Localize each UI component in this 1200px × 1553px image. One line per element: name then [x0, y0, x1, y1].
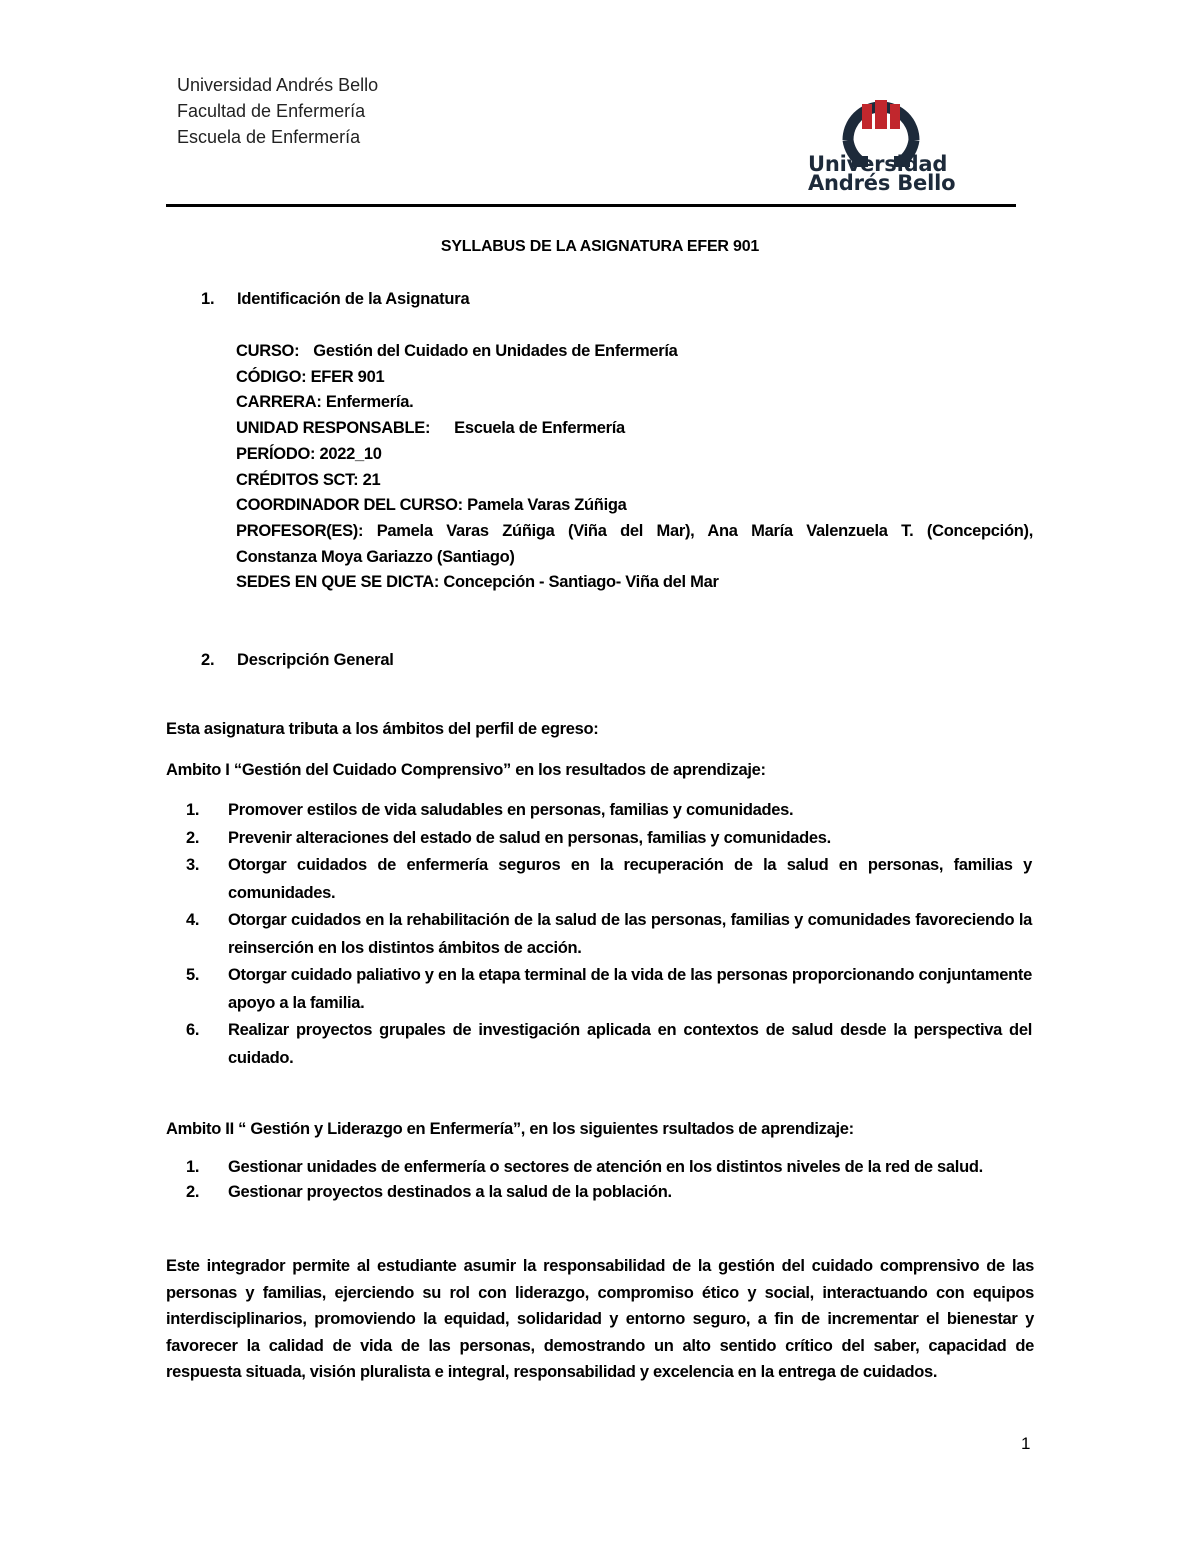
school-name: Escuela de Enfermería	[177, 127, 361, 147]
unidad-label: UNIDAD RESPONSABLE:	[236, 419, 431, 438]
coordinador-row: COORDINADOR DEL CURSO: Pamela Varas Zúñiga	[236, 496, 627, 515]
logo-line-2: Andrés Bello	[808, 171, 956, 195]
section-title: Descripción General	[237, 651, 394, 669]
logo-line-1: Universidad	[808, 152, 948, 176]
profesores-row-2: Constanza Moya Gariazzo (Santiago)	[236, 547, 515, 566]
page-number: 1	[1021, 1434, 1031, 1453]
unidad-value: Escuela de Enfermería	[454, 419, 625, 438]
university-name: Universidad Andrés Bello	[177, 75, 379, 95]
list-item: 5. Otorgar cuidado paliativo y en la etapa terminal de la vida de las personas proporcionando conjuntamente apoyo a la familia.	[186, 966, 1032, 1012]
faculty-name: Facultad de Enfermería	[177, 101, 366, 121]
ambito-2-list	[166, 1155, 1032, 1205]
sedes-row: SEDES EN QUE SE DICTA: Concepción - Santiago- Viña del Mar	[236, 573, 719, 592]
section-title: Identificación de la Asignatura	[237, 290, 470, 308]
list-item: 1. Gestionar unidades de enfermería o sectores de atención en los distintos niveles de la red de salud.	[186, 1158, 983, 1176]
profesores-row-1: PROFESOR(ES): Pamela Varas Zúñiga (Viña del Mar), Ana María Valenzuela T. (Concepción),	[236, 521, 1033, 540]
list-item: 1. Promover estilos de vida saludables en personas, familias y comunidades.	[186, 801, 794, 819]
section-number: 1.	[201, 290, 215, 308]
curso-value: Gestión del Cuidado en Unidades de Enfermería	[313, 342, 678, 360]
periodo-row: PERÍODO: 2022_10	[236, 444, 382, 463]
logo-wordmark	[808, 152, 956, 195]
creditos-row: CRÉDITOS SCT: 21	[236, 470, 381, 489]
list-item: 6. Realizar proyectos grupales de investigación aplicada en contextos de salud desde la perspectiva del cuidado.	[186, 1021, 1032, 1067]
intro-paragraph: Esta asignatura tributa a los ámbitos del perfil de egreso:	[166, 720, 599, 738]
ambito-2-heading: Ambito II “ Gestión y Liderazgo en Enfermería”, en los siguientes rsultados de aprendizaje:	[166, 1120, 854, 1138]
closing-paragraph: Este integrador permite al estudiante asumir la responsabilidad de la gestión del cuidado comprensivo de las personas y familias, ejerciendo su rol con liderazgo, compromiso ético y social, interactuando con equipos interdisciplinarios, promoviendo la equidad, solidaridad y entorno seguro, a fin de incrementar el bienestar y favorecer la calidad de vida de las personas, demostrando un alto sentido crítico del saber, capacidad de respuesta situada, visión pluralista e integral, responsabilidad y excelencia en la entrega de cuidados.	[166, 1257, 1034, 1381]
institution-header	[177, 72, 378, 150]
section-number: 2.	[201, 651, 215, 669]
ambito-1-heading: Ambito I “Gestión del Cuidado Comprensivo” en los resultados de aprendizaje:	[166, 761, 766, 779]
list-item: 3. Otorgar cuidados de enfermería seguros en la recuperación de la salud en personas, familias y comunidades.	[186, 856, 1032, 902]
unidad-row	[236, 416, 1036, 442]
list-item: 2. Gestionar proyectos destinados a la salud de la población.	[186, 1183, 672, 1201]
carrera-row: CARRERA: Enfermería.	[236, 393, 414, 412]
ambito-1-list	[166, 797, 1032, 1072]
codigo-row: CÓDIGO: EFER 901	[236, 367, 385, 386]
list-item: 2. Prevenir alteraciones del estado de salud en personas, familias y comunidades.	[186, 828, 831, 847]
curso-row	[236, 339, 1036, 365]
header-divider	[166, 204, 1016, 207]
document-title: SYLLABUS DE LA ASIGNATURA EFER 901	[440, 238, 760, 255]
curso-label: CURSO:	[236, 342, 300, 360]
course-identification	[236, 339, 1036, 596]
list-item: 4. Otorgar cuidados en la rehabilitación de la salud de las personas, familias y comunidades favoreciendo la reinserción en los distintos ámbitos de acción.	[186, 911, 1032, 957]
